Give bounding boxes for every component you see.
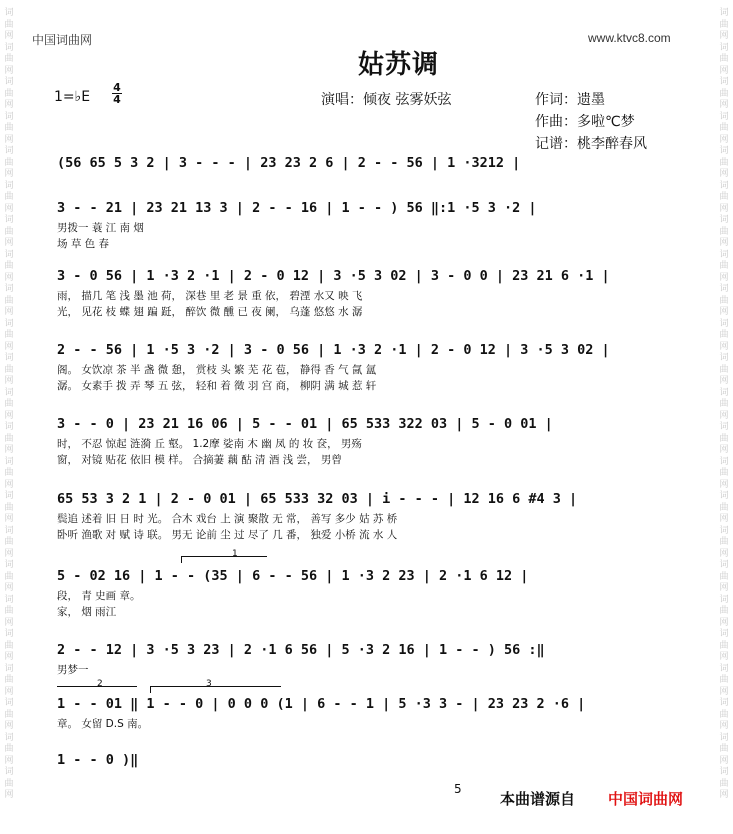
watermark-char: 曲 — [719, 537, 729, 547]
watermark-char: 曲 — [4, 123, 14, 133]
watermark-char: 词 — [719, 8, 729, 18]
watermark-char: 词 — [719, 629, 729, 639]
watermark-char: 网 — [4, 134, 14, 145]
watermark-char: 曲 — [719, 744, 729, 754]
watermark-char: 词 — [4, 629, 14, 639]
watermark-char: 曲 — [4, 468, 14, 478]
lyric-line: 雨， 描几 笔 浅 墨 池 荷， 深巷 里 老 景 重 依， 碧湮 水又 映 飞 — [57, 290, 363, 302]
watermark-char: 曲 — [719, 399, 729, 409]
watermark-char: 网 — [4, 31, 14, 41]
watermark-char: 网 — [4, 410, 14, 421]
watermark-char: 曲 — [719, 54, 729, 64]
watermark-char: 网 — [719, 583, 729, 593]
watermark-char: 网 — [719, 100, 729, 110]
watermark-char: 网 — [4, 548, 14, 559]
watermark-char: 词 — [719, 318, 729, 329]
watermark-char: 曲 — [719, 88, 729, 99]
watermark-char: 曲 — [4, 399, 14, 409]
watermark-char: 曲 — [719, 123, 729, 133]
watermark-char: 网 — [4, 617, 14, 628]
watermark-char: 网 — [719, 238, 729, 248]
watermark-char: 词 — [719, 663, 729, 674]
watermark-char: 词 — [4, 77, 14, 87]
watermark-char: 网 — [719, 652, 729, 662]
site-url-right: www.ktvc8.com — [588, 31, 671, 45]
watermark-char: 网 — [719, 272, 729, 283]
watermark-char: 网 — [719, 134, 729, 145]
watermark-char: 词 — [719, 732, 729, 743]
watermark-char: 网 — [719, 203, 729, 214]
lyric-line: 卧听 渔歌 对 赋 诗 联。 男无 论前 尘 过 尽了 几 番， 独爱 小桥 流 水 人 — [57, 529, 398, 541]
watermark-char: 网 — [4, 514, 14, 524]
notation-row: (56 65 5 3 2 | 3 - - - | 23 23 2 6 | 2 - - 56 | 1 ·3212 | — [57, 155, 521, 171]
watermark-char: 网 — [719, 548, 729, 559]
watermark-char: 词 — [4, 732, 14, 743]
lyric-line: 光， 见花 枝 蝶 翅 蹁 跹， 醉饮 微 醺 已 夜 阑， 乌蓬 悠悠 水 潺 — [57, 306, 363, 318]
watermark-char: 网 — [719, 410, 729, 421]
lyric-line: 家， 烟 雨江 — [57, 606, 117, 618]
notation-row: 3 - 0 56 | 1 ·3 2 ·1 | 2 - 0 12 | 3 ·5 3 02 | 3 - 0 0 | 23 21 6 ·1 | — [57, 268, 610, 284]
volta-bracket-2 — [57, 679, 137, 693]
right-watermark-strip — [717, 0, 731, 834]
watermark-char: 曲 — [4, 192, 14, 202]
watermark-char: 词 — [4, 249, 14, 260]
lyric-line: 男梦一 — [57, 664, 89, 676]
watermark-char: 曲 — [4, 226, 14, 237]
volta-bracket-3 — [150, 679, 281, 693]
watermark-char: 词 — [4, 146, 14, 156]
time-signature — [112, 82, 122, 105]
watermark-char: 网 — [719, 341, 729, 352]
notation-row: 2 - - 12 | 3 ·5 3 23 | 2 ·1 6 56 | 5 ·3 2 16 | 1 - - ) 56 :‖ — [57, 642, 545, 658]
lyric-line: 窗， 对镜 贴花 依旧 模 样。 合摘萋 藕 酤 清 酒 浅 尝， 男曾 — [57, 454, 342, 466]
notation-row: 2 - - 56 | 1 ·5 3 ·2 | 3 - 0 56 | 1 ·3 2 ·1 | 2 - 0 12 | 3 ·5 3 02 | — [57, 342, 610, 358]
lyric-line: 场 草 色 春 — [57, 238, 110, 250]
site-name-left: 中国词曲网 — [32, 33, 93, 47]
notation-row: 65 53 3 2 1 | 2 - 0 01 | 65 533 32 03 | i - - - | 12 16 6 #4 3 | — [57, 491, 578, 507]
watermark-char: 网 — [719, 65, 729, 76]
watermark-char: 网 — [4, 307, 14, 317]
watermark-char: 曲 — [4, 502, 14, 513]
lyricist-credit: 作词：遗墨 — [535, 92, 605, 108]
watermark-char: 曲 — [719, 364, 729, 375]
footer-source-site: 中国词曲网 — [608, 790, 684, 808]
watermark-char: 词 — [719, 180, 729, 191]
watermark-char: 词 — [4, 698, 14, 708]
watermark-char: 曲 — [719, 571, 729, 582]
watermark-char: 曲 — [4, 330, 14, 340]
composer-credit: 作曲：多啦℃梦 — [535, 114, 635, 130]
watermark-char: 曲 — [4, 88, 14, 99]
watermark-char: 网 — [719, 721, 729, 731]
singers-credit: 演唱：倾夜 弦雾妖弦 — [321, 92, 452, 108]
watermark-char: 曲 — [4, 606, 14, 616]
watermark-char: 曲 — [719, 19, 729, 30]
watermark-char: 网 — [4, 790, 14, 800]
watermark-char: 词 — [4, 491, 14, 501]
watermark-char: 词 — [4, 594, 14, 605]
watermark-char: 曲 — [719, 433, 729, 444]
watermark-char: 曲 — [4, 54, 14, 64]
watermark-char: 词 — [4, 284, 14, 294]
lyric-line: 鬓追 述着 旧 日 时 光。 合木 戏台 上 演 聚散 无 常， 善写 多少 姑 苏 桥 — [57, 513, 398, 525]
watermark-char: 曲 — [719, 675, 729, 685]
watermark-char: 网 — [4, 169, 14, 179]
watermark-char: 网 — [4, 272, 14, 283]
watermark-char: 网 — [719, 686, 729, 697]
volta-number-1: 1 — [232, 549, 238, 559]
watermark-char: 网 — [4, 376, 14, 386]
watermark-char: 网 — [719, 307, 729, 317]
watermark-char: 词 — [719, 249, 729, 260]
footer-source-label: 本曲谱源自 — [500, 790, 576, 808]
watermark-char: 曲 — [719, 709, 729, 720]
watermark-char: 曲 — [4, 295, 14, 306]
volta-bracket-1 — [181, 549, 267, 563]
watermark-char: 曲 — [719, 157, 729, 168]
watermark-char: 曲 — [4, 709, 14, 720]
watermark-char: 词 — [4, 8, 14, 18]
watermark-char: 曲 — [719, 468, 729, 478]
watermark-char: 网 — [4, 341, 14, 352]
watermark-char: 网 — [4, 686, 14, 697]
watermark-char: 网 — [4, 583, 14, 593]
watermark-char: 网 — [719, 479, 729, 490]
watermark-char: 曲 — [4, 675, 14, 685]
watermark-char: 曲 — [4, 19, 14, 30]
watermark-char: 词 — [4, 180, 14, 191]
watermark-char: 网 — [719, 31, 729, 41]
watermark-char: 曲 — [719, 261, 729, 271]
time-signature-bottom: 4 — [113, 93, 121, 106]
watermark-char: 词 — [4, 353, 14, 363]
watermark-char: 网 — [719, 790, 729, 800]
watermark-char: 曲 — [719, 226, 729, 237]
watermark-char: 网 — [4, 652, 14, 662]
lyric-line: 男拨一 蓑 江 南 烟 — [57, 222, 144, 234]
notation-row: 1 - - 0 )‖ — [57, 752, 139, 768]
watermark-char: 网 — [719, 169, 729, 179]
watermark-char: 网 — [4, 100, 14, 110]
watermark-char: 网 — [4, 238, 14, 248]
notation-row: 3 - - 21 | 23 21 13 3 | 2 - - 16 | 1 - - ) 56 ‖:1 ·5 3 ·2 | — [57, 200, 537, 216]
watermark-char: 词 — [719, 77, 729, 87]
key-signature: 1=♭E — [54, 89, 91, 105]
lyric-line: 时， 不忍 惊起 涟漪 丘 壑。 1.2摩 娑南 木 幽 凤 的 妆 奁， 男殇 — [57, 438, 362, 450]
time-signature-top: 4 — [113, 81, 121, 94]
watermark-char: 曲 — [719, 640, 729, 651]
watermark-char: 词 — [4, 422, 14, 432]
watermark-char: 曲 — [4, 571, 14, 582]
watermark-char: 网 — [4, 755, 14, 766]
watermark-char: 词 — [4, 42, 14, 53]
watermark-char: 网 — [719, 514, 729, 524]
watermark-char: 网 — [4, 203, 14, 214]
watermark-char: 词 — [4, 318, 14, 329]
watermark-char: 网 — [719, 617, 729, 628]
watermark-char: 词 — [719, 767, 729, 777]
watermark-char: 词 — [4, 215, 14, 225]
watermark-char: 词 — [719, 215, 729, 225]
watermark-char: 网 — [4, 721, 14, 731]
watermark-char: 网 — [719, 376, 729, 386]
watermark-char: 曲 — [4, 778, 14, 789]
watermark-char: 曲 — [719, 606, 729, 616]
watermark-char: 词 — [719, 387, 729, 398]
watermark-char: 词 — [719, 560, 729, 570]
watermark-char: 曲 — [4, 640, 14, 651]
page-number: 5 — [454, 782, 462, 796]
watermark-char: 网 — [719, 445, 729, 455]
watermark-char: 词 — [4, 560, 14, 570]
watermark-char: 词 — [719, 698, 729, 708]
watermark-char: 网 — [4, 65, 14, 76]
transcriber-credit: 记谱：桃李醉春风 — [535, 136, 647, 152]
lyric-line: 章。 女留 D.S 南。 — [57, 718, 149, 730]
watermark-char: 词 — [4, 663, 14, 674]
lyric-line: 阁。 女饮凉 茶 半 盏 微 憩， 赏枝 头 繁 芜 花 苞， 静得 香 气 氤 氲 — [57, 364, 377, 376]
watermark-char: 网 — [719, 755, 729, 766]
watermark-char: 曲 — [4, 744, 14, 754]
watermark-char: 词 — [719, 491, 729, 501]
watermark-char: 词 — [719, 525, 729, 536]
watermark-char: 曲 — [719, 192, 729, 202]
lyric-line: 潺。 女素手 拨 弄 琴 五 弦， 轻和 着 徵 羽 宫 商， 柳阴 满 城 惹 轩 — [57, 380, 377, 392]
lyric-line: 段， 青 史画 章。 — [57, 590, 141, 602]
watermark-char: 曲 — [719, 330, 729, 340]
notation-row: 3 - - 0 | 23 21 16 06 | 5 - - 01 | 65 533 322 03 | 5 - 0 01 | — [57, 416, 553, 432]
watermark-char: 网 — [4, 479, 14, 490]
watermark-char: 词 — [719, 353, 729, 363]
watermark-char: 词 — [719, 111, 729, 122]
watermark-char: 曲 — [4, 364, 14, 375]
watermark-char: 曲 — [4, 261, 14, 271]
watermark-char: 曲 — [719, 295, 729, 306]
song-title: 姑苏调 — [358, 50, 440, 80]
left-watermark-strip — [2, 0, 16, 834]
watermark-char: 词 — [4, 387, 14, 398]
watermark-char: 曲 — [719, 778, 729, 789]
watermark-char: 网 — [4, 445, 14, 455]
watermark-char: 曲 — [4, 537, 14, 547]
watermark-char: 曲 — [719, 502, 729, 513]
watermark-char: 曲 — [4, 157, 14, 168]
watermark-char: 曲 — [4, 433, 14, 444]
watermark-char: 词 — [719, 422, 729, 432]
watermark-char: 词 — [719, 284, 729, 294]
volta-number-2: 2 — [97, 679, 103, 689]
watermark-char: 词 — [719, 42, 729, 53]
notation-row: 5 - 02 16 | 1 - - (35 | 6 - - 56 | 1 ·3 2 23 | 2 ·1 6 12 | — [57, 568, 529, 584]
watermark-char: 词 — [4, 456, 14, 467]
notation-row: 1 - - 01 ‖ 1 - - 0 | 0 0 0 (1 | 6 - - 1 | 5 ·3 3 - | 23 23 2 ·6 | — [57, 696, 586, 712]
watermark-char: 词 — [719, 146, 729, 156]
watermark-char: 词 — [4, 767, 14, 777]
watermark-char: 词 — [4, 111, 14, 122]
watermark-char: 词 — [719, 594, 729, 605]
watermark-char: 词 — [719, 456, 729, 467]
watermark-char: 词 — [4, 525, 14, 536]
volta-number-3: 3 — [206, 679, 212, 689]
